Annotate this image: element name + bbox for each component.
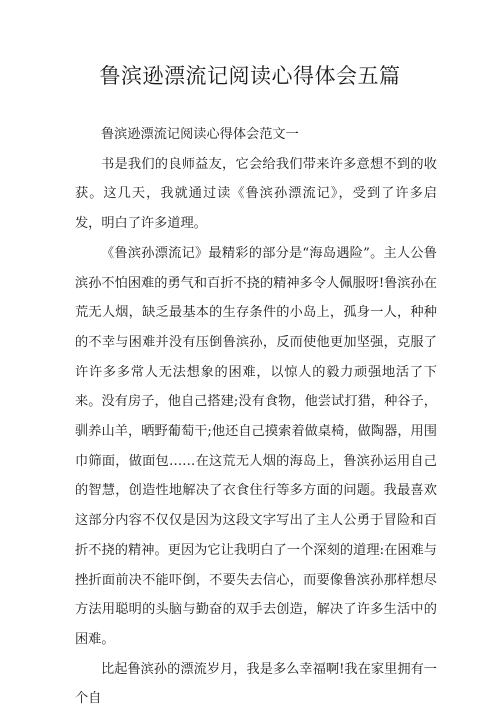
document-title: 鲁滨逊漂流记阅读心得体会五篇: [99, 64, 401, 88]
section-subtitle: 鲁滨逊漂流记阅读心得体会范文一: [101, 127, 299, 142]
paragraph: 书是我们的良师益友，它会给我们带来许多意想不到的收获。这几天，我就通过读《鲁滨孙漂流记》，受到了许多启发，明白了许多道理。: [75, 156, 437, 232]
document-body: [75, 120, 437, 714]
paragraph: 比起鲁滨孙的漂流岁月，我是多么幸福啊!我在家里拥有一个自: [75, 661, 437, 707]
paragraph: 《鲁滨孙漂流记》最精彩的部分是“海岛遇险”。主人公鲁滨孙不怕困难的勇气和百折不挠的精神多令人佩服呀!鲁滨孙在荒无人烟，缺乏最基本的生存条件的小岛上，孤身一人，种种的不幸与困难并没有压倒鲁滨孙，反而使他更加坚强，克服了许许多多常人无法想象的困难，以惊人的毅力顽强地活了下来。没有房子，他自己搭建;没有食物，他尝试打猎，种谷子，驯养山羊，晒野葡萄干;他还自己摸索着做桌椅，做陶器，用围巾筛面，做面包……在这荒无人烟的海岛上，鲁滨孙运用自己的智慧，创造性地解决了衣食住行等多方面的问题。我最喜欢这部分内容不仅仅是因为这段文字写出了主人公勇于冒险和百折不挠的精神。更因为它让我明白了一个深刻的道理:在困难与挫折面前决不能吓倒，不要失去信心，而要像鲁滨孙那样想尽方法用聪明的头脑与勤奋的双手去创造，解决了许多生活中的困难。: [75, 245, 437, 647]
